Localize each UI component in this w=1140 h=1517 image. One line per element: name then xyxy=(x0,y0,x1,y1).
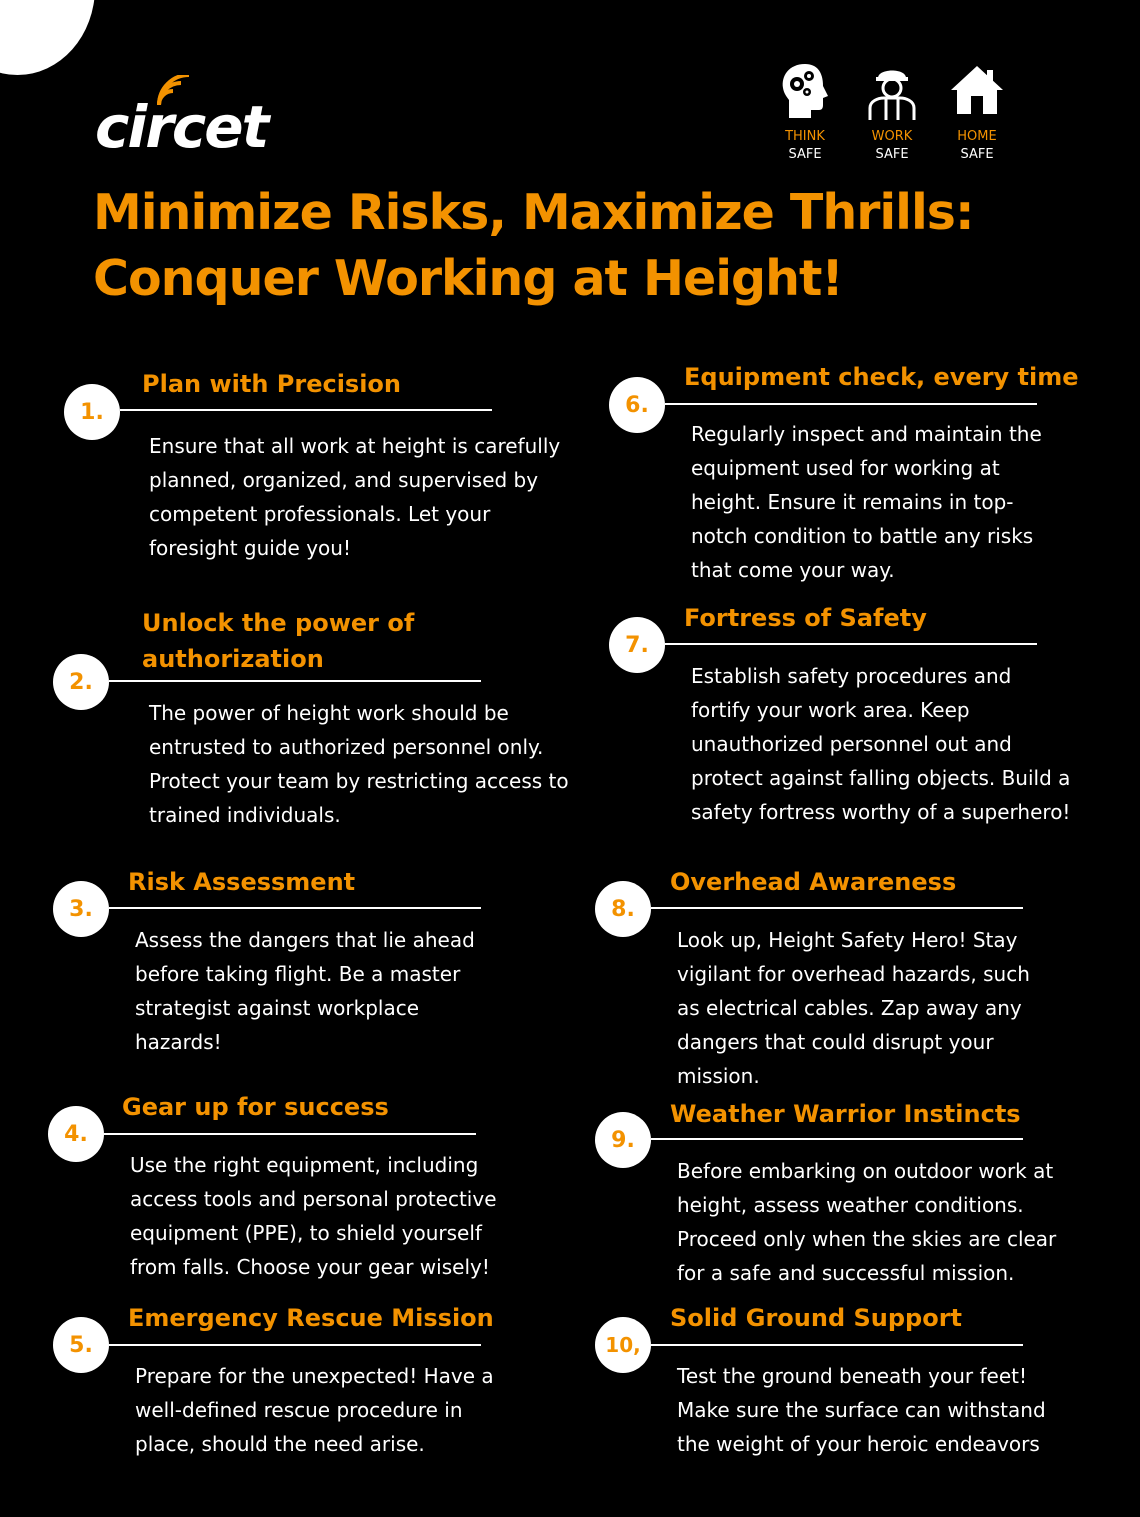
title-line2: Conquer Working at Height! xyxy=(93,250,843,307)
item-heading-10: Solid Ground Support xyxy=(670,1304,963,1332)
item-text-6: Regularly inspect and maintain the equipment used for working at height. Ensure it remains in top-notch condition to battle any risks that come your way. xyxy=(691,422,1042,582)
decorative-corner-circle xyxy=(0,0,95,75)
head-gears-icon xyxy=(777,60,833,122)
divider xyxy=(651,1138,1023,1140)
item-heading-5: Emergency Rescue Mission xyxy=(128,1304,494,1332)
item-number-4: 4. xyxy=(48,1106,104,1162)
divider xyxy=(651,907,1023,909)
home-safe-badge xyxy=(942,60,1012,164)
item-text-5: Prepare for the unexpected! Have a well-defined rescue procedure in place, should the need arise. xyxy=(135,1364,494,1456)
item-text-8: Look up, Height Safety Hero! Stay vigilant for overhead hazards, such as electrical cables. Zap away any dangers that could disrupt your mission. xyxy=(677,928,1030,1088)
badge-line2: SAFE xyxy=(788,147,822,162)
title-line1: Minimize Risks, Maximize Thrills: xyxy=(93,184,974,241)
work-safe-badge xyxy=(857,60,927,164)
item-number-3: 3. xyxy=(53,881,109,937)
badge-line2: SAFE xyxy=(960,147,994,162)
item-heading-7: Fortress of Safety xyxy=(684,604,927,632)
item-text-2: The power of height work should be entrusted to authorized personnel only. Protect your team by restricting access to trained individuals. xyxy=(149,701,569,827)
item-heading-9: Weather Warrior Instincts xyxy=(670,1100,1021,1128)
item-text-10: Test the ground beneath your feet! Make sure the surface can withstand the weight of your heroic endeavors xyxy=(677,1364,1046,1456)
circet-logo xyxy=(95,75,335,165)
divider xyxy=(120,409,492,411)
safety-badges xyxy=(770,60,1030,170)
badge-line2: SAFE xyxy=(875,147,909,162)
page-title xyxy=(93,180,1103,312)
divider xyxy=(665,403,1037,405)
divider xyxy=(665,643,1037,645)
item-number-10: 10, xyxy=(595,1317,651,1373)
item-number-8: 8. xyxy=(595,881,651,937)
item-number-6: 6. xyxy=(609,377,665,433)
item-text-1: Ensure that all work at height is carefully planned, organized, and supervised by competent professionals. Let your foresight guide you! xyxy=(149,434,561,560)
divider xyxy=(109,680,481,682)
item-text-4: Use the right equipment, including access tools and personal protective equipment (PPE), to shield yourself from falls. Choose your gear wisely! xyxy=(130,1153,497,1279)
item-heading-1: Plan with Precision xyxy=(142,370,402,398)
item-text-7: Establish safety procedures and fortify your work area. Keep unauthorized personnel out and protect against falling objects. Build a safety fortress worthy of a superhero! xyxy=(691,664,1071,824)
item-number-5: 5. xyxy=(53,1317,109,1373)
item-text-9: Before embarking on outdoor work at height, assess weather conditions. Proceed only when the skies are clear for a safe and successful mission. xyxy=(677,1159,1057,1285)
logo-text: circet xyxy=(95,93,268,161)
item-heading-6: Equipment check, every time xyxy=(684,363,1079,391)
item-number-1: 1. xyxy=(64,384,120,440)
divider xyxy=(104,1133,476,1135)
badge-line1: THINK xyxy=(785,129,825,144)
badge-line1: WORK xyxy=(871,129,913,144)
item-number-7: 7. xyxy=(609,617,665,673)
divider xyxy=(109,1344,481,1346)
item-heading-2: Unlock the power of authorization xyxy=(142,609,415,673)
item-number-2: 2. xyxy=(53,654,109,710)
badge-line1: HOME xyxy=(957,129,997,144)
item-heading-8: Overhead Awareness xyxy=(670,868,957,896)
house-icon xyxy=(949,60,1005,122)
think-safe-badge xyxy=(770,60,840,164)
divider xyxy=(109,907,481,909)
divider xyxy=(651,1344,1023,1346)
item-number-9: 9. xyxy=(595,1112,651,1168)
item-heading-3: Risk Assessment xyxy=(128,868,356,896)
worker-icon xyxy=(864,60,920,122)
item-heading-4: Gear up for success xyxy=(122,1093,389,1121)
item-text-3: Assess the dangers that lie ahead before taking flight. Be a master strategist against workplace hazards! xyxy=(135,928,475,1054)
